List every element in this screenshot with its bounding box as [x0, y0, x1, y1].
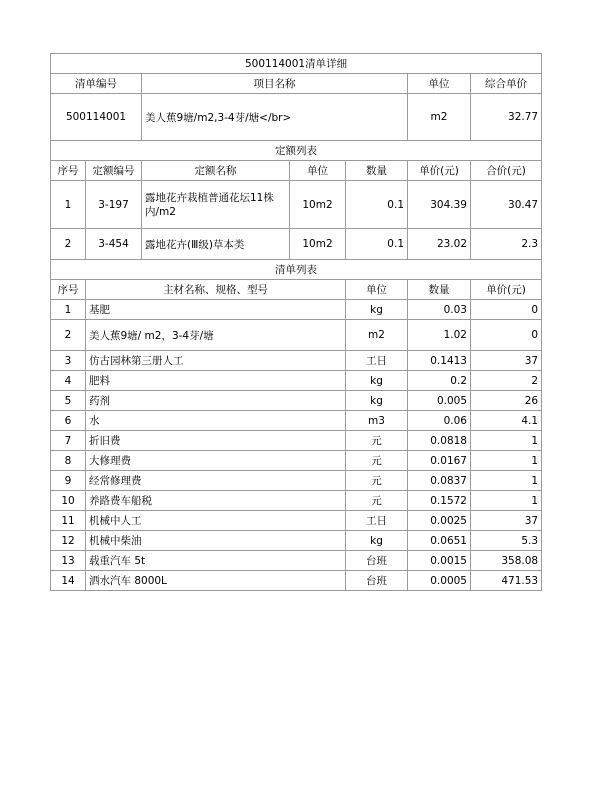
quota-seq: 2 [51, 229, 86, 260]
list-name-header: 项目名称 [142, 74, 408, 94]
quota-qty-header: 数量 [346, 161, 408, 181]
quota-row [51, 229, 542, 260]
material-name: 洒水汽车 8000L [86, 571, 346, 591]
material-qty: 0.06 [408, 411, 471, 431]
material-list [51, 300, 542, 591]
table-title: 500114001清单详细 [51, 54, 542, 74]
material-seq: 13 [51, 551, 86, 571]
material-section-title: 清单列表 [51, 260, 542, 280]
material-name: 经常修理费 [86, 471, 346, 491]
quota-row [51, 181, 542, 229]
material-unit: 元 [346, 491, 408, 511]
material-qty: 0.0025 [408, 511, 471, 531]
material-qty: 0.03 [408, 300, 471, 320]
quota-section-row [51, 141, 542, 161]
quota-code-header: 定额编号 [86, 161, 142, 181]
quota-name: 露地花卉栽植普通花坛11株内/m2 [142, 181, 290, 229]
quota-qty: 0.1 [346, 181, 408, 229]
material-unit: kg [346, 300, 408, 320]
material-seq: 14 [51, 571, 86, 591]
material-name: 仿古园林第三册人工 [86, 351, 346, 371]
detail-table [50, 53, 542, 591]
material-price: 26 [471, 391, 542, 411]
material-seq: 10 [51, 491, 86, 511]
list-item-unit: m2 [408, 94, 471, 141]
quota-price: 23.02 [408, 229, 471, 260]
material-unit: kg [346, 391, 408, 411]
list-item-row [51, 94, 542, 141]
material-unit: 工日 [346, 511, 408, 531]
material-row [51, 300, 542, 320]
material-row [51, 320, 542, 351]
material-price-header: 单价(元) [471, 280, 542, 300]
material-name: 药剂 [86, 391, 346, 411]
material-qty: 0.0167 [408, 451, 471, 471]
material-seq: 12 [51, 531, 86, 551]
material-price: 1 [471, 471, 542, 491]
material-qty: 0.1572 [408, 491, 471, 511]
material-row [51, 471, 542, 491]
quota-unit: 10m2 [290, 229, 346, 260]
material-qty: 0.0837 [408, 471, 471, 491]
quota-header-row [51, 161, 542, 181]
material-row [51, 391, 542, 411]
quota-unit-header: 单位 [290, 161, 346, 181]
quota-price: 304.39 [408, 181, 471, 229]
material-name: 水 [86, 411, 346, 431]
material-price: 0 [471, 300, 542, 320]
list-item-code: 500114001 [51, 94, 142, 141]
material-name: 大修理费 [86, 451, 346, 471]
material-name: 折旧费 [86, 431, 346, 451]
material-seq: 7 [51, 431, 86, 451]
material-unit: 工日 [346, 351, 408, 371]
quota-seq: 1 [51, 181, 86, 229]
material-unit: m2 [346, 320, 408, 351]
material-section-row [51, 260, 542, 280]
material-row [51, 431, 542, 451]
quota-price-header: 单价(元) [408, 161, 471, 181]
quota-code: 3-454 [86, 229, 142, 260]
material-row [51, 551, 542, 571]
material-price: 1 [471, 491, 542, 511]
quota-qty: 0.1 [346, 229, 408, 260]
quota-code: 3-197 [86, 181, 142, 229]
material-seq: 8 [51, 451, 86, 471]
material-row [51, 451, 542, 471]
material-seq: 11 [51, 511, 86, 531]
quota-total-header: 合价(元) [471, 161, 542, 181]
material-row [51, 411, 542, 431]
material-qty: 0.2 [408, 371, 471, 391]
material-seq: 4 [51, 371, 86, 391]
material-price: 1 [471, 451, 542, 471]
material-seq: 3 [51, 351, 86, 371]
list-item-name: 美人蕉9塘/m2,3-4芽/塘</br> [142, 94, 408, 141]
material-seq: 5 [51, 391, 86, 411]
list-code-header: 清单编号 [51, 74, 142, 94]
material-qty-header: 数量 [408, 280, 471, 300]
material-price: 4.1 [471, 411, 542, 431]
list-header-row [51, 74, 542, 94]
list-unit-header: 单位 [408, 74, 471, 94]
material-unit: 元 [346, 451, 408, 471]
material-name: 肥料 [86, 371, 346, 391]
material-name: 机械中人工 [86, 511, 346, 531]
material-name: 机械中柴油 [86, 531, 346, 551]
material-price: 2 [471, 371, 542, 391]
quota-section-title: 定额列表 [51, 141, 542, 161]
material-price: 358.08 [471, 551, 542, 571]
material-price: 37 [471, 511, 542, 531]
quota-total: 2.3 [471, 229, 542, 260]
material-seq: 6 [51, 411, 86, 431]
material-price: 0 [471, 320, 542, 351]
material-qty: 1.02 [408, 320, 471, 351]
material-name-header: 主材名称、规格、型号 [86, 280, 346, 300]
quota-unit: 10m2 [290, 181, 346, 229]
material-price: 37 [471, 351, 542, 371]
material-unit: kg [346, 371, 408, 391]
title-row [51, 54, 542, 74]
material-name: 载重汽车 5t [86, 551, 346, 571]
list-item-price: 32.77 [471, 94, 542, 141]
material-name: 基肥 [86, 300, 346, 320]
material-header-row [51, 280, 542, 300]
material-qty: 0.005 [408, 391, 471, 411]
material-unit: 元 [346, 471, 408, 491]
material-unit: 台班 [346, 571, 408, 591]
material-price: 5.3 [471, 531, 542, 551]
material-price: 1 [471, 431, 542, 451]
material-row [51, 351, 542, 371]
material-qty: 0.0015 [408, 551, 471, 571]
material-row [51, 371, 542, 391]
material-qty: 0.0651 [408, 531, 471, 551]
material-seq-header: 序号 [51, 280, 86, 300]
material-unit: kg [346, 531, 408, 551]
material-unit: 元 [346, 431, 408, 451]
material-name: 养路费车船税 [86, 491, 346, 511]
material-row [51, 511, 542, 531]
material-seq: 1 [51, 300, 86, 320]
material-qty: 0.0818 [408, 431, 471, 451]
material-row [51, 571, 542, 591]
material-unit-header: 单位 [346, 280, 408, 300]
quota-name-header: 定额名称 [142, 161, 290, 181]
quota-name: 露地花卉(Ⅲ级)草本类 [142, 229, 290, 260]
material-name: 美人蕉9塘/ m2，3-4芽/塘 [86, 320, 346, 351]
quota-total: 30.47 [471, 181, 542, 229]
material-price: 471.53 [471, 571, 542, 591]
material-qty: 0.1413 [408, 351, 471, 371]
material-unit: m3 [346, 411, 408, 431]
material-qty: 0.0005 [408, 571, 471, 591]
quota-seq-header: 序号 [51, 161, 86, 181]
material-row [51, 491, 542, 511]
material-row [51, 531, 542, 551]
material-seq: 9 [51, 471, 86, 491]
material-unit: 台班 [346, 551, 408, 571]
list-price-header: 综合单价 [471, 74, 542, 94]
material-seq: 2 [51, 320, 86, 351]
